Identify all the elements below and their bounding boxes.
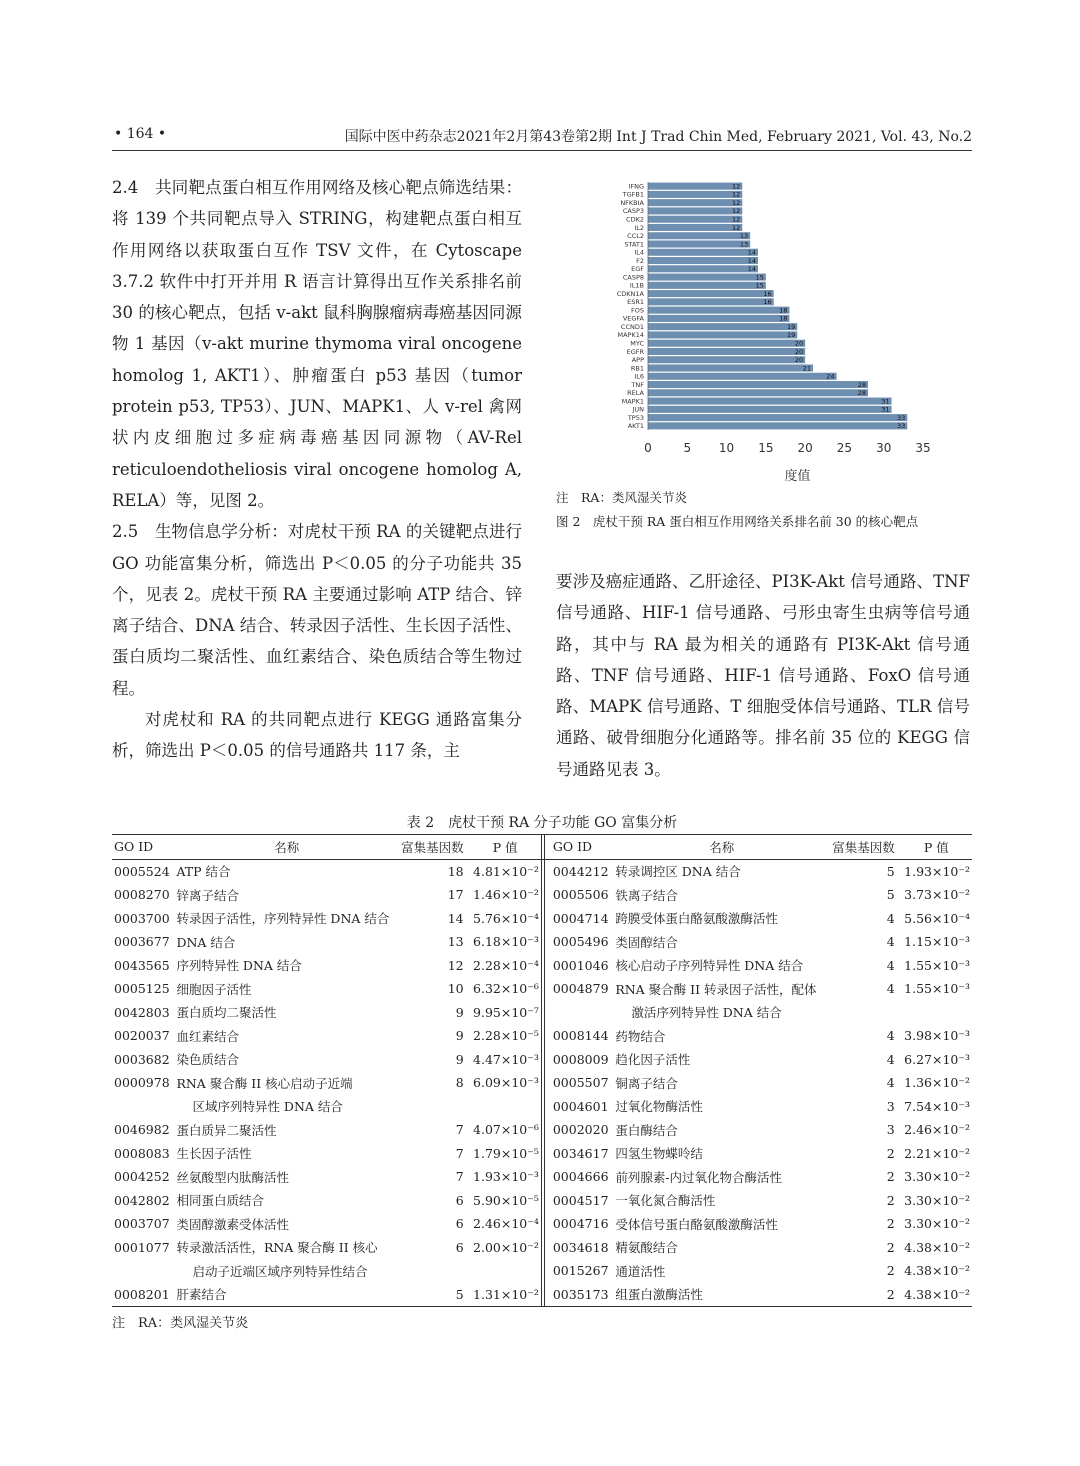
x-tick-label: 15	[758, 441, 774, 455]
category-label: F2	[636, 256, 644, 265]
table-cell: 细胞因子活性	[176, 981, 252, 997]
table-cell: 0034617	[552, 1145, 609, 1161]
category-label: APP	[631, 356, 644, 365]
table-cell: 血红素结合	[176, 1028, 239, 1044]
table-cell: 药物结合	[615, 1028, 666, 1044]
data-label: 21	[802, 364, 811, 373]
table-cell: 铁离子结合	[615, 887, 678, 903]
table-cell: 0005496	[552, 934, 609, 950]
bar	[648, 199, 742, 206]
figure-caption: 图 2 虎杖干预 RA 蛋白相互作用网络关系排名前 30 的核心靶点	[556, 514, 919, 529]
data-label: 20	[794, 339, 804, 348]
table-row	[112, 1189, 972, 1213]
table-cell: RNA 聚合酶 II 转录因子活性，配体	[615, 981, 817, 997]
table-cell: 1.31×10⁻²	[473, 1286, 539, 1302]
bar	[648, 364, 813, 371]
table-row	[112, 954, 972, 978]
table-cell: 10	[447, 981, 464, 997]
table-cell: 3.73×10⁻²	[904, 887, 970, 903]
table-row	[112, 907, 972, 931]
table-cell	[544, 1001, 613, 1025]
table-cell: 6.09×10⁻³	[473, 1075, 539, 1091]
category-label: RELA	[627, 389, 644, 398]
data-label: 19	[787, 322, 796, 331]
table-cell: 跨膜受体蛋白酪氨酸激酶活性	[615, 911, 778, 927]
category-label: CCND1	[620, 322, 644, 331]
data-label: 16	[763, 298, 772, 307]
category-label: CCL2	[627, 232, 644, 241]
table-cell: 0005506	[552, 887, 609, 903]
table-cell: 0003707	[114, 1216, 170, 1232]
category-label: IL4	[634, 248, 644, 257]
table-cell: 精氨酸结合	[615, 1240, 678, 1256]
table-cell: 14	[447, 910, 464, 926]
kegg-paragraph-cont: 要涉及癌症通路、乙肝途径、PI3K-Akt 信号通路、TNF 信号通路、HIF-1 信号通路、弓形虫寄生虫病等信号通路，其中与 RA 最为相关的通路有 PI3K-Akt 信号通路、TNF 信号通路、HIF-1 信号通路、FoxO 信号通路、MAPK 信号通路、T 细胞受体信号通路、TLR 信号通路、破骨细胞分化通路等。排名前 35 位的 KEGG 信号通路见表 3。	[556, 572, 970, 779]
table-cell: 0034618	[552, 1239, 609, 1255]
x-tick-label: 35	[915, 441, 931, 455]
category-label: IFNG	[628, 182, 644, 191]
table-cell: 5	[455, 1286, 464, 1302]
bar	[648, 373, 837, 380]
table-cell: 7	[455, 1145, 464, 1161]
category-label: TGFB1	[622, 190, 644, 199]
table-cell: 5.90×10⁻⁵	[473, 1192, 539, 1208]
bar	[648, 307, 789, 314]
bar	[648, 183, 742, 190]
data-label: 14	[747, 265, 756, 274]
table-cell: 7	[455, 1169, 464, 1185]
table-cell: 转录调控区 DNA 结合	[615, 864, 741, 880]
table-cell: 激活序列特异性 DNA 结合	[631, 1005, 782, 1021]
table-cell: 蛋白酶结合	[615, 1122, 678, 1138]
table-cell: 0044212	[552, 863, 609, 879]
table-cell: 3.30×10⁻²	[904, 1169, 970, 1185]
bar	[648, 422, 907, 429]
data-label: 12	[732, 182, 741, 191]
table-cell: 5.76×10⁻⁴	[473, 910, 539, 926]
table-row	[112, 1048, 972, 1072]
bar	[648, 398, 892, 405]
table-row	[112, 1024, 972, 1048]
table-cell: 转录因子活性，序列特异性 DNA 结合	[176, 911, 390, 927]
table-cell: 6.27×10⁻³	[904, 1051, 970, 1067]
category-label: ESR1	[627, 298, 644, 307]
table-cell: 0008144	[552, 1028, 609, 1044]
col-header: 富集基因数	[830, 835, 901, 859]
bar	[648, 274, 766, 281]
table-row	[112, 1212, 972, 1236]
x-axis-label: 度值	[784, 469, 811, 484]
table-cell: 4.38×10⁻²	[904, 1286, 970, 1302]
table-cell: 类固醇结合	[615, 934, 678, 950]
table-cell: 9	[455, 1004, 464, 1020]
data-label: 33	[897, 413, 906, 422]
category-label: JUN	[632, 405, 644, 414]
bar	[648, 282, 766, 289]
category-label: EGF	[631, 265, 644, 274]
table-row	[112, 883, 972, 907]
table-cell: 5	[886, 887, 895, 903]
table-cell: 9	[455, 1051, 464, 1067]
table-cell: 8	[455, 1075, 464, 1091]
table-cell: 1.55×10⁻³	[904, 981, 970, 997]
data-label: 14	[747, 256, 756, 265]
table-cell: 1.15×10⁻³	[904, 934, 970, 950]
bar	[648, 249, 758, 256]
table-cell: 0046982	[114, 1122, 170, 1138]
table-cell	[470, 1095, 542, 1119]
table-cell: 2.28×10⁻⁴	[473, 957, 539, 973]
bar	[648, 290, 774, 297]
category-label: MAPK14	[617, 331, 644, 340]
col-header: 名称	[174, 835, 399, 859]
table-cell: 0008009	[552, 1051, 609, 1067]
table-cell: 0035173	[552, 1286, 609, 1302]
table-cell: 2.00×10⁻²	[473, 1239, 539, 1255]
table-cell: 4	[886, 1028, 895, 1044]
category-label: STAT1	[624, 240, 644, 249]
table-cell: 趋化因子活性	[615, 1052, 691, 1068]
table-row	[112, 1095, 972, 1119]
table-cell: 类固醇激素受体活性	[176, 1216, 289, 1232]
x-tick-label: 30	[876, 441, 892, 455]
table-cell: 1.79×10⁻⁵	[473, 1145, 539, 1161]
col-header: GO ID	[112, 835, 174, 859]
table-cell: 9	[455, 1028, 464, 1044]
figure-note: 注 RA：类风湿关节炎	[556, 490, 687, 505]
category-label: AKT1	[627, 422, 644, 431]
table-cell: 转录激活活性，RNA 聚合酶 II 核心	[176, 1240, 378, 1256]
table-cell: 2	[886, 1169, 895, 1185]
data-label: 15	[755, 273, 764, 282]
table-note: 注 RA：类风湿关节炎	[112, 1316, 249, 1331]
data-label: 12	[732, 190, 741, 199]
data-label: 12	[732, 198, 741, 207]
data-label: 13	[739, 240, 749, 249]
table-cell	[112, 1259, 174, 1283]
table-cell: 2	[886, 1239, 895, 1255]
table-cell: 核心启动子序列特异性 DNA 结合	[615, 958, 804, 974]
table-cell: 4	[886, 1075, 895, 1091]
table-cell: DNA 结合	[176, 934, 236, 950]
table-cell: 区域序列特异性 DNA 结合	[192, 1099, 343, 1115]
data-label: 12	[732, 223, 741, 232]
table-cell: 6.18×10⁻³	[473, 934, 539, 950]
category-label: TNF	[631, 380, 644, 389]
journal-title: 国际中医中药杂志2021年2月第43卷第2期 Int J Trad Chin Med, February 2021, Vol. 43, No.2	[344, 129, 972, 145]
left-column	[112, 172, 522, 767]
table-cell: RNA 聚合酶 II 核心启动子近端	[176, 1075, 353, 1091]
col-header: P 值	[901, 835, 972, 859]
table-2	[112, 834, 972, 1307]
table-cell: 染色质结合	[176, 1052, 239, 1068]
table-cell: 5	[886, 863, 895, 879]
table-cell: 四氢生物蝶呤结	[615, 1146, 703, 1162]
data-label: 13	[739, 232, 749, 241]
table-cell	[830, 1001, 901, 1025]
data-label: 12	[732, 215, 741, 224]
category-label: MAPK1	[621, 397, 644, 406]
col-header: 富集基因数	[399, 835, 470, 859]
table-cell: 2	[886, 1286, 895, 1302]
table-cell: 4.38×10⁻²	[904, 1263, 970, 1279]
table-cell: 0001077	[114, 1239, 170, 1255]
table-cell: 1.93×10⁻³	[473, 1169, 539, 1185]
bar	[648, 224, 742, 231]
table-cell: 13	[447, 934, 464, 950]
table-cell: 肝素结合	[176, 1287, 227, 1303]
table-cell	[112, 1095, 174, 1119]
category-label: CASP3	[622, 207, 644, 216]
data-label: 19	[787, 331, 796, 340]
category-label: TP53	[627, 413, 644, 422]
table-row	[112, 977, 972, 1001]
table-cell: 4.81×10⁻²	[473, 863, 539, 879]
category-label: CDKN1A	[616, 289, 644, 298]
x-tick-label: 0	[644, 441, 652, 455]
table-cell: 0004601	[552, 1098, 609, 1114]
table-cell: 0004517	[552, 1192, 609, 1208]
data-label: 31	[881, 405, 890, 414]
table-cell: 丝氨酸型内肽酶活性	[176, 1169, 289, 1185]
table-cell	[901, 1001, 972, 1025]
running-header	[112, 126, 972, 151]
table-row	[112, 1001, 972, 1025]
x-tick-label: 20	[797, 441, 813, 455]
table-cell: 铜离子结合	[615, 1075, 678, 1091]
col-header: GO ID	[544, 835, 613, 859]
table-cell: 0004716	[552, 1216, 609, 1232]
data-label: 15	[755, 281, 764, 290]
col-header: 名称	[613, 835, 830, 859]
col-header: P 值	[470, 835, 542, 859]
table-row	[112, 1165, 972, 1189]
table-cell: 0005507	[552, 1075, 609, 1091]
bar	[648, 191, 742, 198]
table-cell: 2	[886, 1192, 895, 1208]
category-label: VEGFA	[622, 314, 644, 323]
table-row	[112, 930, 972, 954]
section-2-4: 2.4 共同靶点蛋白相互作用网络及核心靶点筛选结果：将 139 个共同靶点导入 STRING，构建靶点蛋白相互作用网络以获取蛋白互作 TSV 文件，在 Cytoscape 3.7.2 软件中打开并用 R 语言计算得出互作关系排名前 30 的核心靶点，包括 v-akt 鼠科胸腺瘤病毒癌基因同源物 1 基因（v-akt murine thymoma viral oncogene homolog 1, AKT1）、肿瘤蛋白 p53 基因（tumor protein p53, TP53）、JUN、MAPK1、人 v-rel 禽网状内皮细胞过多症病毒癌基因同源物（AV-Rel reticuloendotheliosis viral oncogene homolog A, RELA）等，见图 2。	[112, 178, 522, 510]
table-cell: 12	[447, 957, 464, 973]
kegg-paragraph: 对虎杖和 RA 的共同靶点进行 KEGG 通路富集分析，筛选出 P＜0.05 的信号通路共 117 条，主	[112, 710, 522, 761]
table-cell: 9.95×10⁻⁷	[473, 1004, 539, 1020]
table-cell: 0002020	[552, 1122, 609, 1138]
x-tick-label: 5	[683, 441, 692, 455]
table-cell: 2.46×10⁻⁴	[473, 1216, 539, 1232]
bar	[648, 414, 907, 421]
table-cell	[399, 1259, 470, 1283]
table-cell: 生长因子活性	[176, 1146, 252, 1162]
table-cell: 4	[886, 1051, 895, 1067]
data-label: 12	[732, 207, 741, 216]
table-cell: 3.30×10⁻²	[904, 1216, 970, 1232]
table-cell: 0003682	[114, 1051, 170, 1067]
table-cell: 2.46×10⁻²	[904, 1122, 970, 1138]
table-cell: 0042802	[114, 1192, 170, 1208]
right-column	[556, 566, 970, 785]
category-label: RB1	[630, 364, 644, 373]
table-cell: 启动子近端区域序列特异性结合	[192, 1263, 368, 1279]
table-cell: 0003677	[114, 934, 170, 950]
table-cell: 3.98×10⁻³	[904, 1028, 970, 1044]
table-cell: 2.28×10⁻⁵	[473, 1028, 539, 1044]
table-row	[112, 1283, 972, 1307]
bar	[648, 207, 742, 214]
table-cell: 0004714	[552, 910, 609, 926]
table-cell: 0001046	[552, 957, 609, 973]
data-label: 28	[857, 380, 866, 389]
table-cell: 0004666	[552, 1169, 609, 1185]
table-cell: 通道活性	[615, 1263, 666, 1279]
data-label: 14	[747, 248, 756, 257]
bar	[648, 356, 805, 363]
table-cell: 4	[886, 981, 895, 997]
table-cell: 4	[886, 910, 895, 926]
data-label: 20	[794, 347, 804, 356]
table-cell: ATP 结合	[176, 864, 231, 880]
data-label: 18	[779, 306, 788, 315]
bar	[648, 298, 774, 305]
table-cell: 0008270	[114, 887, 170, 903]
bar	[648, 340, 805, 347]
bar	[648, 348, 805, 355]
bar	[648, 257, 758, 264]
data-label: 16	[763, 289, 772, 298]
table-cell: 一氧化氮合酶活性	[615, 1193, 716, 1209]
table-cell: 过氧化物酶活性	[615, 1099, 703, 1115]
table-cell: 锌离子结合	[176, 887, 239, 903]
table-cell: 4.47×10⁻³	[473, 1051, 539, 1067]
table-cell: 相同蛋白质结合	[176, 1193, 264, 1209]
table-cell: 3	[886, 1098, 895, 1114]
bar	[648, 315, 789, 322]
bar	[648, 265, 758, 272]
table-cell: 0015267	[552, 1263, 609, 1279]
table-cell: 2	[886, 1216, 895, 1232]
degree-bar-chart	[556, 172, 976, 492]
bar	[648, 406, 892, 413]
table-cell: 序列特异性 DNA 结合	[176, 958, 302, 974]
category-label: CASP8	[622, 273, 644, 282]
bar	[648, 381, 868, 388]
table-cell: 0000978	[114, 1075, 170, 1091]
data-label: 28	[857, 389, 866, 398]
data-label: 20	[794, 356, 804, 365]
table-cell: 0008083	[114, 1145, 170, 1161]
table-cell: 6	[455, 1192, 464, 1208]
table-cell: 受体信号蛋白酪氨酸激酶活性	[615, 1216, 778, 1232]
table-cell: 4.38×10⁻²	[904, 1239, 970, 1255]
category-label: FOS	[631, 306, 644, 315]
table-cell: 7.54×10⁻³	[904, 1098, 970, 1114]
bar	[648, 240, 750, 247]
table-cell: 0020037	[114, 1028, 170, 1044]
table-cell: 17	[447, 887, 464, 903]
data-label: 33	[897, 422, 906, 431]
table-cell: 0005125	[114, 981, 170, 997]
table-cell: 0008201	[114, 1286, 170, 1302]
table-cell: 18	[447, 863, 464, 879]
table-cell: 4	[886, 957, 895, 973]
table-cell: 6	[455, 1216, 464, 1232]
go-enrichment-table	[112, 835, 972, 1306]
table-cell	[470, 1259, 542, 1283]
bar	[648, 216, 742, 223]
table-title: 表 2 虎杖干预 RA 分子功能 GO 富集分析	[406, 815, 678, 831]
category-label: IL6	[634, 372, 644, 381]
figure-2	[556, 172, 976, 542]
category-label: CDK2	[626, 215, 644, 224]
table-cell: 6.32×10⁻⁶	[473, 981, 539, 997]
bar	[648, 389, 868, 396]
page-number: • 164 •	[114, 126, 167, 142]
table-cell: 4	[886, 934, 895, 950]
table-header-row	[112, 835, 972, 859]
table-row	[112, 1071, 972, 1095]
category-label: NFKBIA	[620, 198, 644, 207]
table-cell: 3	[886, 1122, 895, 1138]
table-cell: 0043565	[114, 957, 170, 973]
data-label: 24	[826, 372, 835, 381]
table-cell: 1.93×10⁻²	[904, 863, 970, 879]
category-label: EGFR	[626, 347, 644, 356]
table-cell: 5.56×10⁻⁴	[904, 910, 970, 926]
category-label: IL1B	[629, 281, 644, 290]
table-cell	[399, 1095, 470, 1119]
table-row	[112, 859, 972, 883]
table-cell: 前列腺素-内过氧化物合酶活性	[615, 1169, 783, 1185]
table-cell: 2	[886, 1263, 895, 1279]
bar	[648, 232, 750, 239]
section-2-5: 2.5 生物信息学分析：对虎杖干预 RA 的关键靶点进行 GO 功能富集分析，筛选出 P＜0.05 的分子功能共 35 个，见表 2。虎杖干预 RA 主要通过影响 ATP 结合、锌离子结合、DNA 结合、转录因子活性、生长因子活性、蛋白质均二聚活性、血红素结合、染色质结合等生物过程。	[112, 522, 522, 698]
table-cell: 蛋白质异二聚活性	[176, 1122, 277, 1138]
table-cell: 2.21×10⁻²	[904, 1145, 970, 1161]
table-cell: 3.30×10⁻²	[904, 1192, 970, 1208]
x-tick-label: 10	[718, 441, 735, 455]
table-row	[112, 1259, 972, 1283]
table-cell: 0042803	[114, 1004, 170, 1020]
bar	[648, 331, 797, 338]
table-cell: 6	[455, 1239, 464, 1255]
table-cell: 4.07×10⁻⁶	[473, 1122, 539, 1138]
table-cell: 蛋白质均二聚活性	[176, 1005, 277, 1021]
category-label: MYC	[630, 339, 644, 348]
data-label: 18	[779, 314, 788, 323]
data-label: 31	[881, 397, 890, 406]
table-cell: 1.55×10⁻³	[904, 957, 970, 973]
table-cell: 7	[455, 1122, 464, 1138]
table-cell: 1.46×10⁻²	[473, 887, 539, 903]
bar	[648, 323, 797, 330]
table-row	[112, 1142, 972, 1166]
table-cell: 0004252	[114, 1169, 170, 1185]
category-label: IL2	[634, 223, 644, 232]
table-row	[112, 1236, 972, 1260]
table-cell: 组蛋白激酶活性	[615, 1287, 703, 1303]
table-cell: 0004879	[552, 981, 609, 997]
table-cell: 2	[886, 1145, 895, 1161]
table-cell: 1.36×10⁻²	[904, 1075, 970, 1091]
table-cell: 0005524	[114, 863, 170, 879]
table-row	[112, 1118, 972, 1142]
x-tick-label: 25	[836, 441, 853, 455]
table-cell: 0003700	[114, 910, 170, 926]
